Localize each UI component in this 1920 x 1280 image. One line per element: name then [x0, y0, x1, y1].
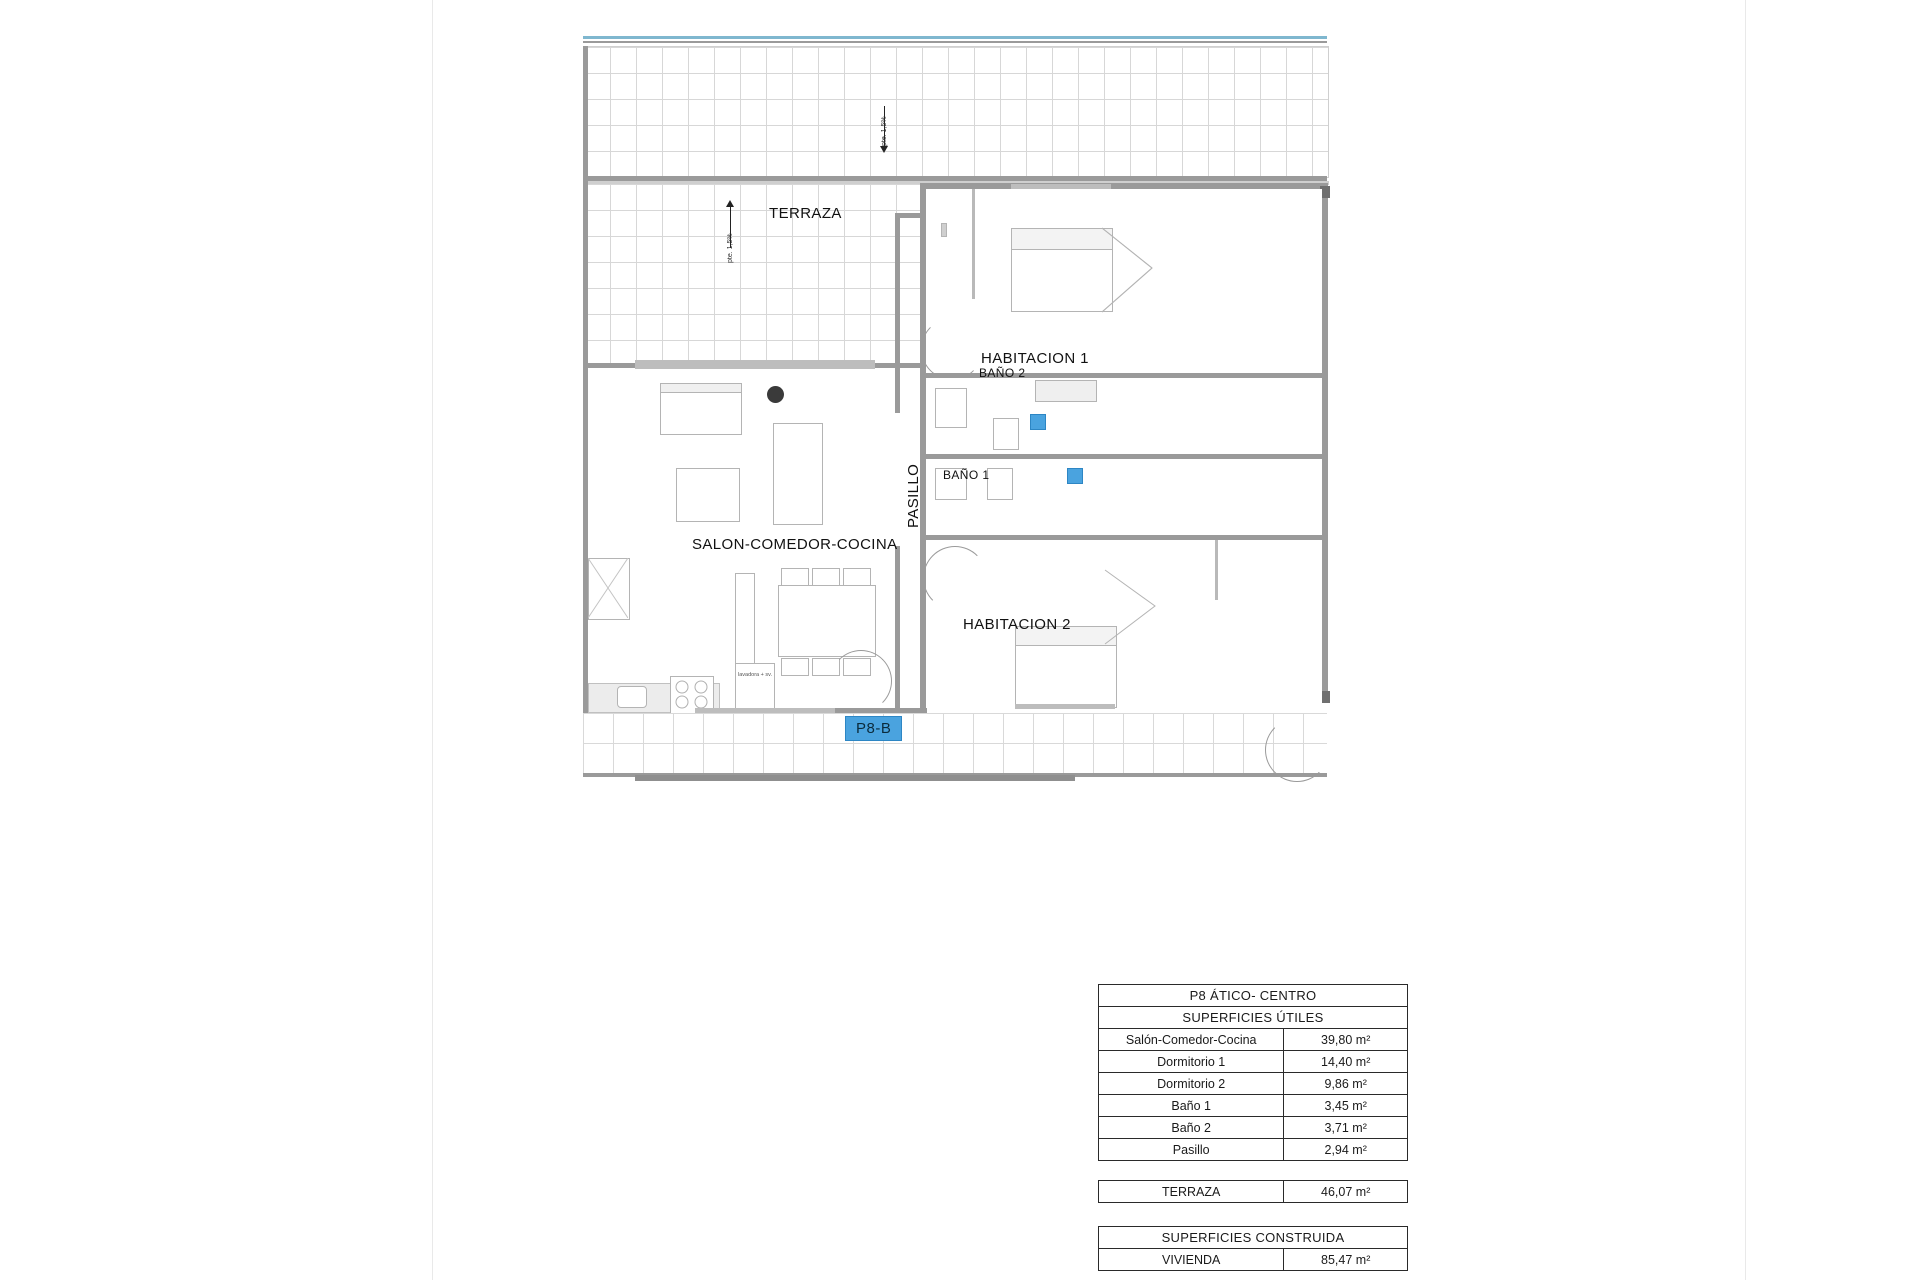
- built-areas-table: [1098, 1226, 1408, 1271]
- kitchen-appliance-note: lavadora + sv.: [738, 672, 772, 678]
- bano2-sink: [935, 388, 967, 428]
- salon-sofa-right: [773, 423, 823, 525]
- row-value: 3,71 m²: [1284, 1117, 1408, 1139]
- wardrobe-bed2-wall: [1215, 540, 1218, 600]
- bed1-quilt-icon: [1100, 226, 1160, 316]
- kitchen-appliance-unit: [735, 663, 775, 713]
- salon-lower-window: [695, 708, 835, 713]
- salon-sofa-top-back: [660, 383, 742, 393]
- bed2-quilt-icon: [1103, 568, 1163, 648]
- bano2-toilet: [993, 418, 1019, 450]
- room-label-bano-2: BAÑO 2: [979, 366, 1026, 380]
- kitchen-sink: [617, 686, 647, 708]
- row-value: 14,40 m²: [1284, 1051, 1408, 1073]
- room-bano-2: [926, 378, 1322, 456]
- dining-chair-2: [812, 568, 840, 586]
- table-row: [1099, 1095, 1408, 1117]
- bed1-pillow: [1011, 228, 1113, 250]
- sheet-guide-left: [432, 0, 433, 1280]
- row-label: Baño 1: [1099, 1095, 1284, 1117]
- wardrobe-bed1-wall: [972, 189, 975, 299]
- table-row: [1099, 1073, 1408, 1095]
- table-title: P8 ÁTICO- CENTRO: [1099, 985, 1408, 1007]
- slope-note-2: pte. 1,5%: [727, 233, 734, 263]
- row-label: VIVIENDA: [1099, 1249, 1284, 1271]
- row-label: Pasillo: [1099, 1139, 1284, 1161]
- dining-bench: [735, 573, 755, 665]
- row-value: 9,86 m²: [1284, 1073, 1408, 1095]
- unit-tag: P8-B: [845, 716, 902, 741]
- wall-pasillo-left-upper: [895, 213, 900, 413]
- slope-note-1: pte. 1,5%: [881, 116, 888, 146]
- wall-pasillo-left-lower: [895, 546, 900, 712]
- bed2-window-wall: [1015, 704, 1115, 709]
- row-value: 85,47 m²: [1284, 1249, 1408, 1271]
- built-header: SUPERFICIES CONSTRUIDA: [1099, 1227, 1408, 1249]
- room-label-terraza: TERRAZA: [769, 205, 842, 222]
- table-row: [1099, 1139, 1408, 1161]
- table-row: [1099, 1249, 1408, 1271]
- bed1-door-jamb: [941, 223, 947, 237]
- terrace-upper-tiles: [583, 46, 1329, 178]
- terrace-lower-tiles: [583, 183, 925, 365]
- door-swing-entrance: [830, 650, 892, 712]
- room-label-habitacion-1: HABITACION 1: [981, 350, 1089, 367]
- table-row: [1099, 1117, 1408, 1139]
- table-row: [1099, 1051, 1408, 1073]
- row-label: TERRAZA: [1099, 1181, 1284, 1203]
- kitchen-unit-cross-icon: [588, 558, 628, 618]
- row-value: 2,94 m²: [1284, 1139, 1408, 1161]
- terrace-wall-left: [583, 46, 588, 363]
- slope-arrow-1: [880, 146, 888, 153]
- terrace-area-table: [1098, 1180, 1408, 1203]
- slope-arrow-2: [726, 200, 734, 207]
- door-swing-bed1: [921, 318, 983, 380]
- bano2-fixture-marker: [1030, 414, 1046, 430]
- room-label-salon: SALON-COMEDOR-COCINA: [692, 536, 898, 553]
- bed1-window-wall: [1011, 184, 1111, 189]
- room-label-habitacion-2: HABITACION 2: [963, 616, 1071, 633]
- terrace-railing-top: [583, 36, 1327, 39]
- row-label: Dormitorio 1: [1099, 1051, 1284, 1073]
- door-swing-bed2: [923, 546, 987, 610]
- bano1-toilet: [987, 468, 1013, 500]
- table-row: [1099, 1029, 1408, 1051]
- row-value: 39,80 m²: [1284, 1029, 1408, 1051]
- floorplan-drawing: [575, 28, 1335, 968]
- lower-railing: [635, 775, 1075, 781]
- wall-pasillo-top: [895, 213, 925, 218]
- bano2-shower: [1035, 380, 1097, 402]
- room-label-pasillo: PASILLO: [905, 463, 922, 528]
- useful-areas-table: [1098, 984, 1408, 1161]
- sheet-guide-right: [1745, 0, 1746, 1280]
- terrace-railing-top-2: [583, 41, 1327, 43]
- salon-coffee-table: [676, 468, 740, 522]
- salon-sliding-window: [635, 360, 875, 369]
- wall-bano2-left: [920, 378, 926, 456]
- room-label-bano-1: BAÑO 1: [943, 468, 990, 482]
- row-value: 46,07 m²: [1284, 1181, 1408, 1203]
- table-row: [1099, 1181, 1408, 1203]
- dining-chair-3: [843, 568, 871, 586]
- door-swing-lower-terrace: [1265, 718, 1329, 782]
- lower-terrace-tiles: [583, 713, 1327, 775]
- row-label: Baño 2: [1099, 1117, 1284, 1139]
- bano1-fixture-marker: [1067, 468, 1083, 484]
- useful-header: SUPERFICIES ÚTILES: [1099, 1007, 1408, 1029]
- wall-salon-left: [583, 363, 588, 713]
- kitchen-hob-burners-icon: [670, 676, 712, 712]
- row-label: Dormitorio 2: [1099, 1073, 1284, 1095]
- row-label: Salón-Comedor-Cocina: [1099, 1029, 1284, 1051]
- dining-chair-1: [781, 568, 809, 586]
- salon-round-marker: [767, 386, 784, 403]
- row-value: 3,45 m²: [1284, 1095, 1408, 1117]
- dining-table: [778, 585, 876, 657]
- wall-right-outer: [1322, 183, 1328, 703]
- dining-chair-4: [781, 658, 809, 676]
